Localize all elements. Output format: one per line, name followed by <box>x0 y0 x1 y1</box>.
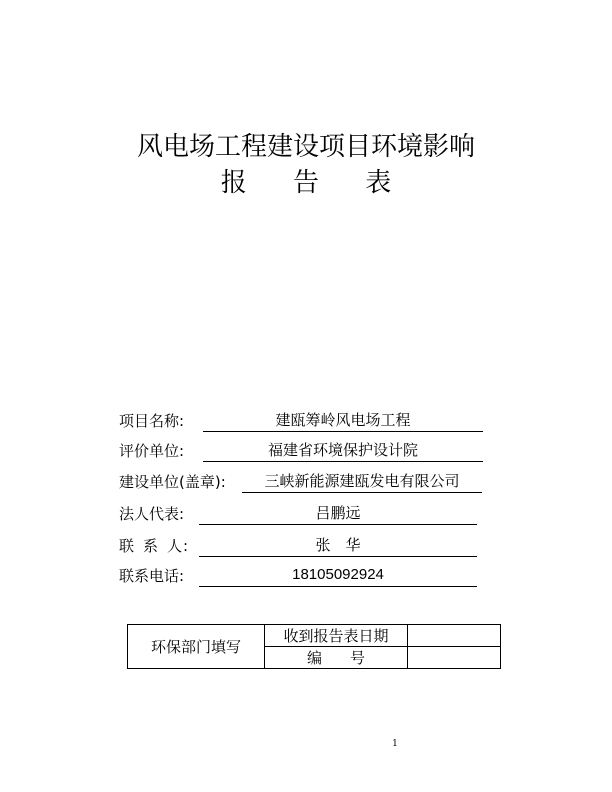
contact-label-char: 系 <box>143 537 159 555</box>
contact-label <box>119 535 188 557</box>
phone-label: 联系电话: <box>119 567 185 585</box>
legal-rep-label: 法人代表: <box>119 505 185 523</box>
received-date-label: 收到报告表日期 <box>265 625 408 647</box>
serial-number-value <box>408 647 501 669</box>
evaluator-value: 福建省环境保护设计院 <box>203 440 483 462</box>
registration-table <box>127 624 501 669</box>
contact-value: 张 华 <box>199 535 477 557</box>
legal-rep-value: 吕鹏远 <box>199 503 477 525</box>
title-char: 报 <box>220 168 247 198</box>
contact-label-char: 联 <box>119 537 135 555</box>
serial-number-label <box>265 647 408 669</box>
builder-label: 建设单位(盖章): <box>119 473 226 491</box>
title-char: 告 <box>292 168 319 198</box>
report-title-line2 <box>0 166 612 200</box>
env-dept-cell: 环保部门填写 <box>128 625 265 669</box>
contact-label-char: 人 <box>167 537 183 555</box>
table-row <box>128 625 501 647</box>
project-name-value: 建瓯筹岭风电场工程 <box>203 410 483 432</box>
report-title-line1: 风电场工程建设项目环境影响 <box>136 132 475 162</box>
serial-label-char: 编 <box>306 649 322 667</box>
title-char: 表 <box>365 168 392 198</box>
project-name-label: 项目名称: <box>119 412 185 430</box>
received-date-value <box>408 625 501 647</box>
contact-label-colon: : <box>183 537 189 555</box>
page-number: 1 <box>392 739 398 749</box>
evaluator-label: 评价单位: <box>119 442 185 460</box>
serial-label-char: 号 <box>350 649 366 667</box>
builder-value: 三峡新能源建瓯发电有限公司 <box>242 471 482 493</box>
phone-value: 18105092924 <box>199 565 477 587</box>
